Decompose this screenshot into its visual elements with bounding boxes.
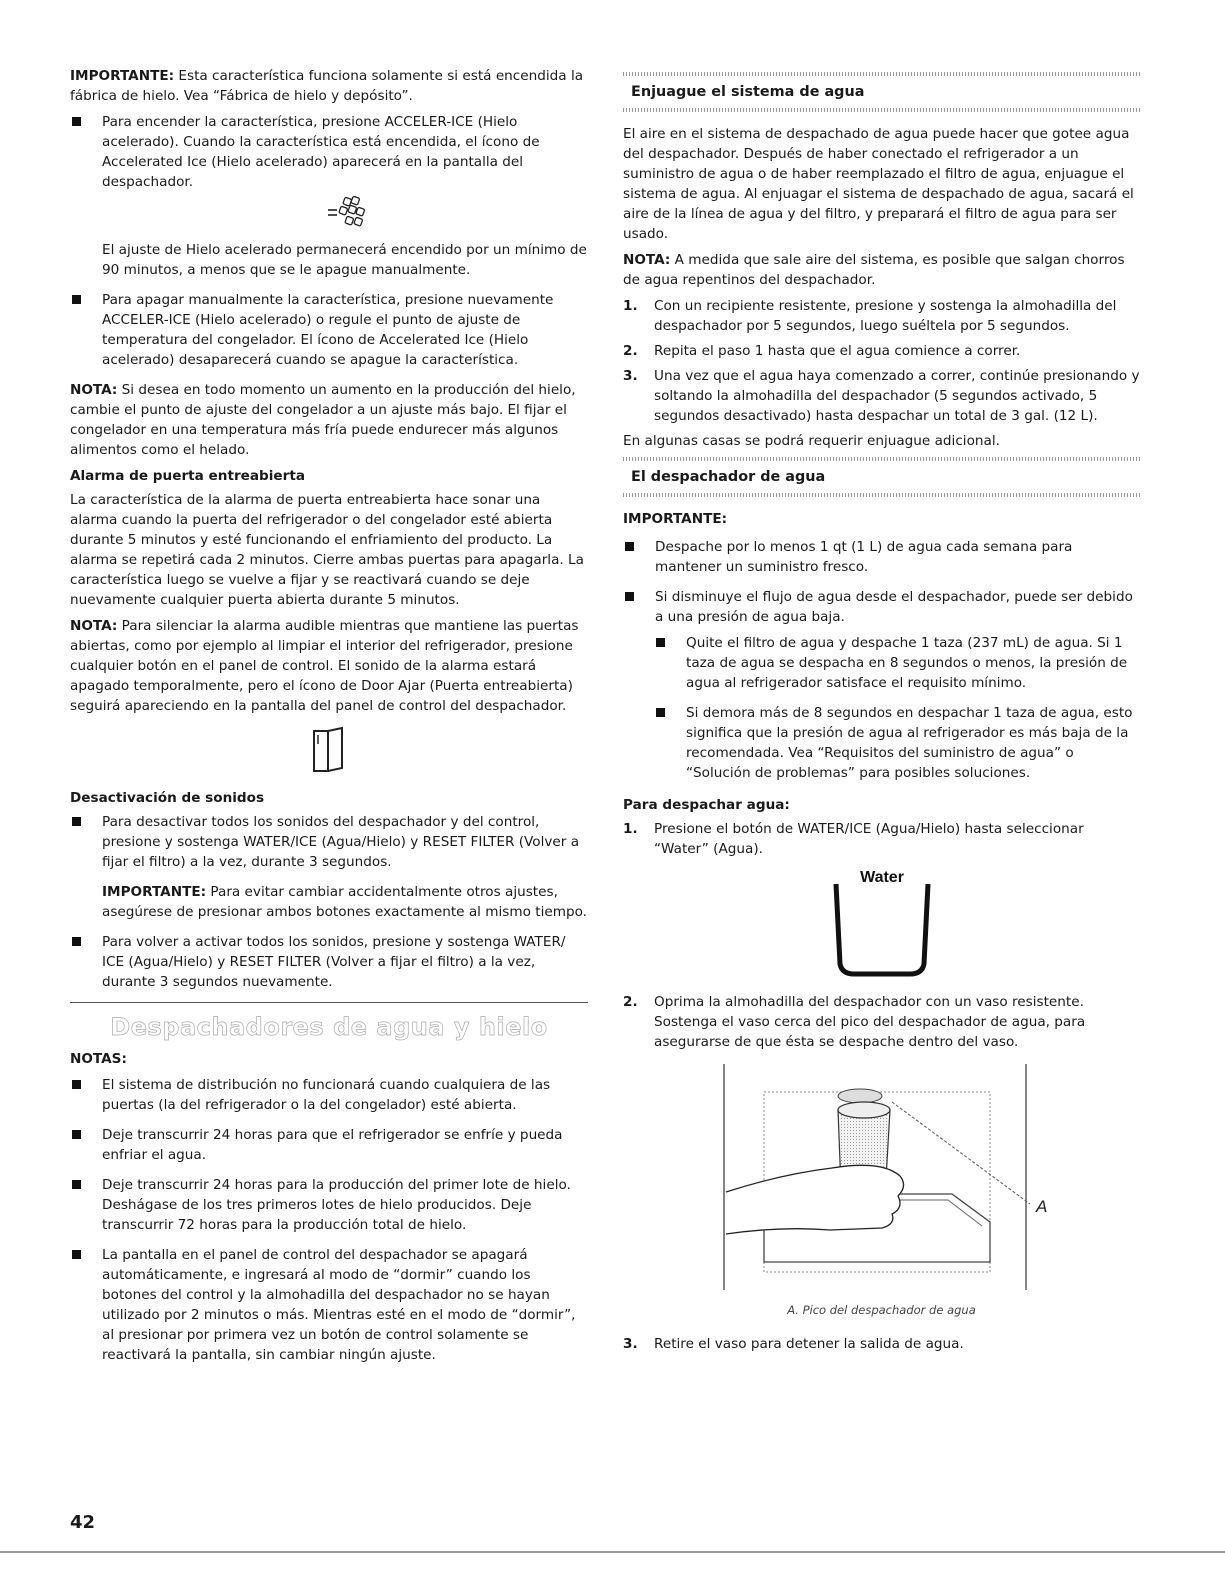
nota-text: A medida que sale aire del sistema, es posible que salgan chorros de agua repentinos del despachador. bbox=[623, 252, 1125, 288]
list-item bbox=[70, 1075, 588, 1115]
step-number: 1. bbox=[623, 821, 638, 837]
sub-bullet-text: Si demora más de 8 segundos en despachar 1 taza de agua, esto significa que la presión de agua al refrigerador es más baja de la recomendada. Vea “Requisitos del suministro de agua” o “Solución de problemas” para posibles soluciones. bbox=[686, 705, 1133, 781]
water-label: Water bbox=[859, 869, 904, 886]
nota-paragraph bbox=[70, 380, 588, 460]
important-label: IMPORTANTE: bbox=[102, 884, 207, 900]
step-text: Presione el botón de WATER/ICE (Agua/Hielo) hasta seleccionar “Water” (Agua). bbox=[654, 821, 1084, 857]
figure-caption: A. Pico del despachador de agua bbox=[787, 1303, 976, 1317]
nota-paragraph bbox=[70, 616, 588, 716]
bullet-item bbox=[70, 290, 588, 370]
step-text: Una vez que el agua haya comenzado a correr, continúe presionando y soltando la almohadilla del despachador (5 segundos activado, 5 segundos desactivado) hasta despachar un total de 3 gal. (12 L). bbox=[654, 368, 1140, 424]
sound-heading: Desactivación de sonidos bbox=[70, 790, 265, 806]
step-text: Retire el vaso para detener la salida de agua. bbox=[654, 1336, 964, 1352]
hatch-rule bbox=[623, 108, 1140, 112]
step-item bbox=[623, 341, 1140, 361]
page-bottom-rule bbox=[0, 1551, 1225, 1553]
section-title: Despachadores de agua y hielo bbox=[110, 1013, 548, 1041]
step-number: 3. bbox=[623, 368, 638, 384]
step-item bbox=[623, 1334, 1140, 1354]
bullet-subtext: El ajuste de Hielo acelerado permanecerá encendido por un mínimo de 90 minutos, a menos que se le apague manualmente. bbox=[102, 242, 587, 278]
rinse-header-block bbox=[623, 72, 1140, 112]
accelerated-ice-icon bbox=[102, 194, 588, 232]
bullet-text: Para desactivar todos los sonidos del despachador y del control, presione y sostenga WATER/ICE (Agua/Hielo) y RESET FILTER (Volver a fijar el filtro) a la vez, durante 3 segundos. bbox=[102, 814, 580, 870]
dispenser-heading: El despachador de agua bbox=[631, 469, 826, 485]
bullet-text: Para apagar manualmente la característica, presione nuevamente ACCELER-ICE (Hielo acelerado) o regule el punto de ajuste de temperatura del congelador. El ícono de Accelerated Ice (Hielo acelerado) desaparecerá cuando se apague la característica. bbox=[102, 292, 554, 368]
step-number: 2. bbox=[623, 994, 638, 1010]
step-number: 3. bbox=[623, 1336, 638, 1352]
notas-heading: NOTAS: bbox=[70, 1051, 127, 1067]
nota-paragraph bbox=[623, 250, 1140, 290]
bullet-text: Despache por lo menos 1 qt (1 L) de agua cada semana para mantener un suministro fresco. bbox=[655, 539, 1073, 575]
list-item bbox=[70, 1175, 588, 1235]
sub-bullet-item bbox=[654, 633, 1140, 693]
bullet-text: Para encender la característica, presione ACCELER-ICE (Hielo acelerado). Cuando la característica está encendida, el ícono de Accelerated Ice (Hielo acelerado) aparecerá en la pantalla del despachador. bbox=[102, 114, 540, 190]
dispenser-illustration bbox=[623, 1064, 1140, 1296]
alarm-heading: Alarma de puerta entreabierta bbox=[70, 468, 306, 484]
rinse-end-paragraph: En algunas casas se podrá requerir enjuague adicional. bbox=[623, 433, 1000, 449]
water-cup-icon bbox=[623, 864, 1140, 980]
bullet-item bbox=[623, 537, 1140, 577]
nota-label: NOTA: bbox=[70, 618, 118, 634]
step-text: Repita el paso 1 hasta que el agua comience a correr. bbox=[654, 343, 1021, 359]
dispense-heading: Para despachar agua: bbox=[623, 797, 790, 813]
nota-label: NOTA: bbox=[623, 252, 671, 268]
bullet-text: Si disminuye el flujo de agua desde el despachador, puede ser debido a una presión de agua baja. bbox=[655, 589, 1133, 625]
step-item bbox=[623, 819, 1140, 859]
list-item-text: Deje transcurrir 24 horas para la producción del primer lote de hielo. Deshágase de los tres primeros lotes de hielo producidos. Deje transcurrir 72 horas para la producción total de hielo. bbox=[102, 1177, 571, 1233]
dispenser-header-block bbox=[623, 457, 1140, 497]
bullet-item bbox=[623, 587, 1140, 627]
intro-text: Esta característica funciona solamente si está encendida la fábrica de hielo. Vea “Fábrica de hielo y depósito”. bbox=[70, 68, 584, 104]
important-heading: IMPORTANTE: bbox=[623, 511, 728, 527]
step-item bbox=[623, 366, 1140, 426]
sub-bullet-text: Quite el filtro de agua y despache 1 taza (237 mL) de agua. Si 1 taza de agua se despacha en 8 segundos o menos, la presión de agua al refrigerador satisface el requisito mínimo. bbox=[686, 635, 1128, 691]
step-number: 1. bbox=[623, 298, 638, 314]
step-number: 2. bbox=[623, 343, 638, 359]
step-text: Con un recipiente resistente, presione y sostenga la almohadilla del despachador por 5 segundos, luego suéltela por 5 segundos. bbox=[654, 298, 1117, 334]
right-column bbox=[623, 66, 1140, 1359]
rinse-paragraph: El aire en el sistema de despachado de agua puede hacer que gotee agua del despachador. Después de haber conectado el refrigerador a un suministro de agua o de haber reemplazado el filtro de agua, enjuague el sistema de agua. Al enjuagar el sistema de despachado de agua, sacará el aire de la línea de agua y del filtro, y preparará el filtro de agua para ser usado. bbox=[623, 126, 1134, 242]
bullet-item bbox=[70, 112, 588, 280]
rinse-heading: Enjuague el sistema de agua bbox=[631, 84, 865, 100]
bullet-text: Para volver a activar todos los sonidos, presione y sostenga WATER/ ICE (Agua/Hielo) y RESET FILTER (Volver a fijar el filtro) a la vez, durante 3 segundos nuevamente. bbox=[102, 934, 566, 990]
list-item bbox=[70, 1245, 588, 1365]
intro-paragraph bbox=[70, 66, 588, 106]
nota-text: Para silenciar la alarma audible mientras que mantiene las puertas abiertas, como por ejemplo al limpiar el interior del refrigerador, presione cualquier botón en el panel de control. El sonido de la alarma estará apagado temporalmente, pero el ícono de Door Ajar (Puerta entreabierta) seguirá apareciendo en la pantalla del panel de control del despachador. bbox=[70, 618, 579, 714]
step-item bbox=[623, 992, 1140, 1052]
list-item bbox=[70, 1125, 588, 1165]
important-note bbox=[102, 882, 588, 922]
step-item bbox=[623, 296, 1140, 336]
bullet-item bbox=[70, 812, 588, 922]
sub-bullet-item bbox=[654, 703, 1140, 783]
figure-callout-label: A bbox=[1035, 1197, 1047, 1216]
important-label: IMPORTANTE: bbox=[70, 68, 175, 84]
important-text: Para evitar cambiar accidentalmente otros ajustes, asegúrese de presionar ambos botones exactamente al mismo tiempo. bbox=[102, 884, 587, 920]
list-item-text: El sistema de distribución no funcionará cuando cualquiera de las puertas (la del refrigerador o la del congelador) esté abierta. bbox=[102, 1077, 551, 1113]
list-item-text: La pantalla en el panel de control del despachador se apagará automáticamente, e ingresará al modo de “dormir” cuando los botones del control y la almohadilla del despachador no se hayan utilizado por 2 minutos o más. Mientras esté en el modo de “dormir”, al presionar por primera vez un botón de control solamente se reactivará la pantalla, sin cambiar ningún ajuste. bbox=[102, 1247, 576, 1363]
nota-text: Si desea en todo momento un aumento en la producción del hielo, cambie el punto de ajuste del congelador a un ajuste más bajo. El fijar el congelador en una temperatura más fría puede endurecer más algunos alimentos como el helado. bbox=[70, 382, 576, 458]
step-text: Oprima la almohadilla del despachador con un vaso resistente. Sostenga el vaso cerca del pico del despachador de agua, para asegurarse de que ésta se despache dentro del vaso. bbox=[654, 994, 1086, 1050]
list-item-text: Deje transcurrir 24 horas para que el refrigerador se enfríe y pueda enfriar el agua. bbox=[102, 1127, 563, 1163]
nota-label: NOTA: bbox=[70, 382, 118, 398]
hatch-rule bbox=[623, 493, 1140, 497]
door-ajar-icon bbox=[70, 726, 588, 774]
bullet-item bbox=[70, 932, 588, 992]
page-number: 42 bbox=[70, 1512, 96, 1533]
alarm-paragraph: La característica de la alarma de puerta entreabierta hace sonar una alarma cuando la puerta del refrigerador o del congelador esté abierta durante 5 minutos y esté funcionando el enfriamiento del producto. La alarma se repetirá cada 2 minutos. Cierre ambas puertas para apagarla. La característica luego se vuelve a fijar y se reactivará cuando se deje nuevamente cualquier puerta abierta durante 5 minutos. bbox=[70, 492, 584, 608]
left-column bbox=[70, 66, 588, 1375]
